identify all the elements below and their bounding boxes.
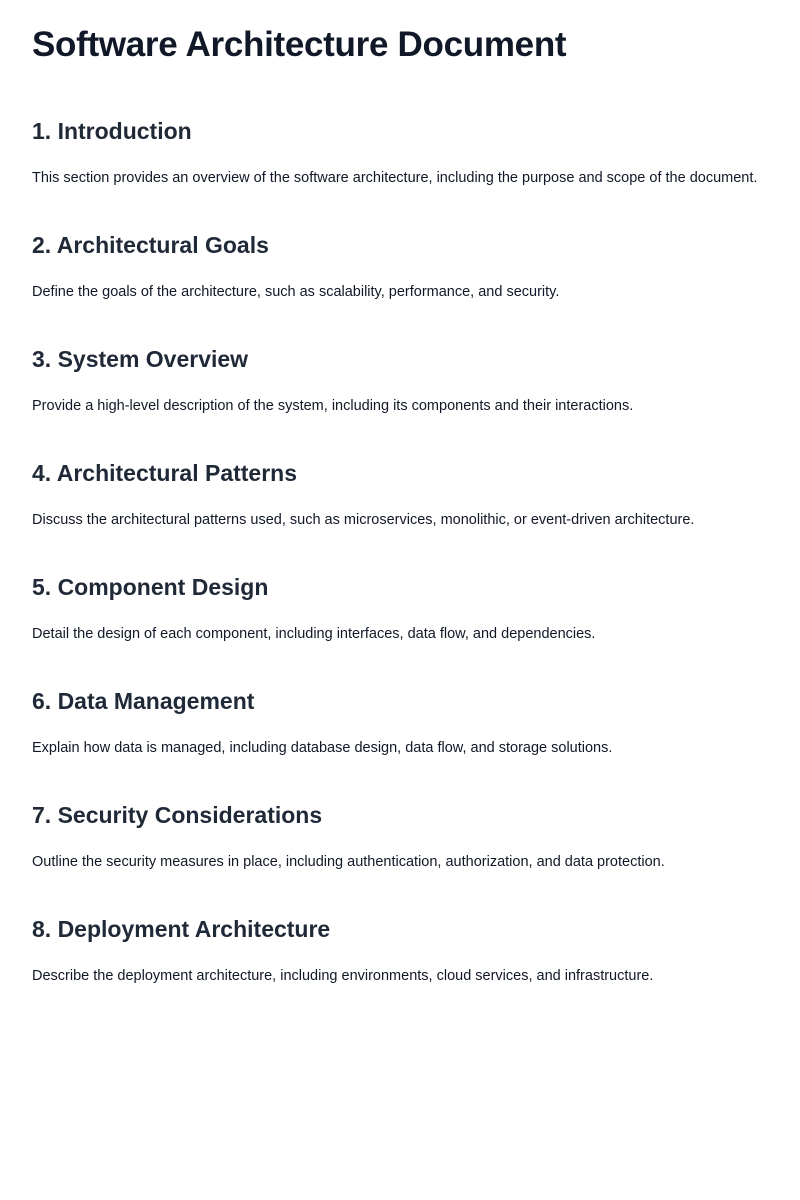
- section-security-considerations: [32, 800, 768, 876]
- section-body: Discuss the architectural patterns used, such as microservices, monolithic, or event-driven architecture.: [32, 512, 695, 528]
- document-title: Software Architecture Document: [32, 25, 567, 64]
- section-introduction: [32, 116, 768, 192]
- section-heading: 8. Deployment Architecture: [32, 916, 331, 942]
- section-architectural-patterns: [32, 458, 768, 534]
- section-heading: 1. Introduction: [32, 118, 192, 144]
- section-heading: 5. Component Design: [32, 574, 269, 600]
- section-system-overview: [32, 344, 768, 420]
- section-heading: 2. Architectural Goals: [32, 232, 269, 258]
- section-heading: 3. System Overview: [32, 346, 249, 372]
- section-heading: 4. Architectural Patterns: [32, 460, 298, 486]
- section-body: Explain how data is managed, including database design, data flow, and storage solutions.: [32, 740, 613, 756]
- section-component-design: [32, 572, 768, 648]
- section-body: Describe the deployment architecture, including environments, cloud services, and infrastructure.: [32, 968, 654, 984]
- section-architectural-goals: [32, 230, 768, 306]
- section-body: This section provides an overview of the software architecture, including the purpose and scope of the document.: [32, 170, 758, 186]
- section-heading: 6. Data Management: [32, 688, 255, 714]
- section-deployment-architecture: [32, 914, 768, 990]
- section-body: Outline the security measures in place, including authentication, authorization, and data protection.: [32, 854, 665, 870]
- section-data-management: [32, 686, 768, 762]
- section-body: Provide a high-level description of the system, including its components and their interactions.: [32, 398, 634, 414]
- section-body: Define the goals of the architecture, such as scalability, performance, and security.: [32, 284, 560, 300]
- section-heading: 7. Security Considerations: [32, 802, 323, 828]
- section-body: Detail the design of each component, including interfaces, data flow, and dependencies.: [32, 626, 596, 642]
